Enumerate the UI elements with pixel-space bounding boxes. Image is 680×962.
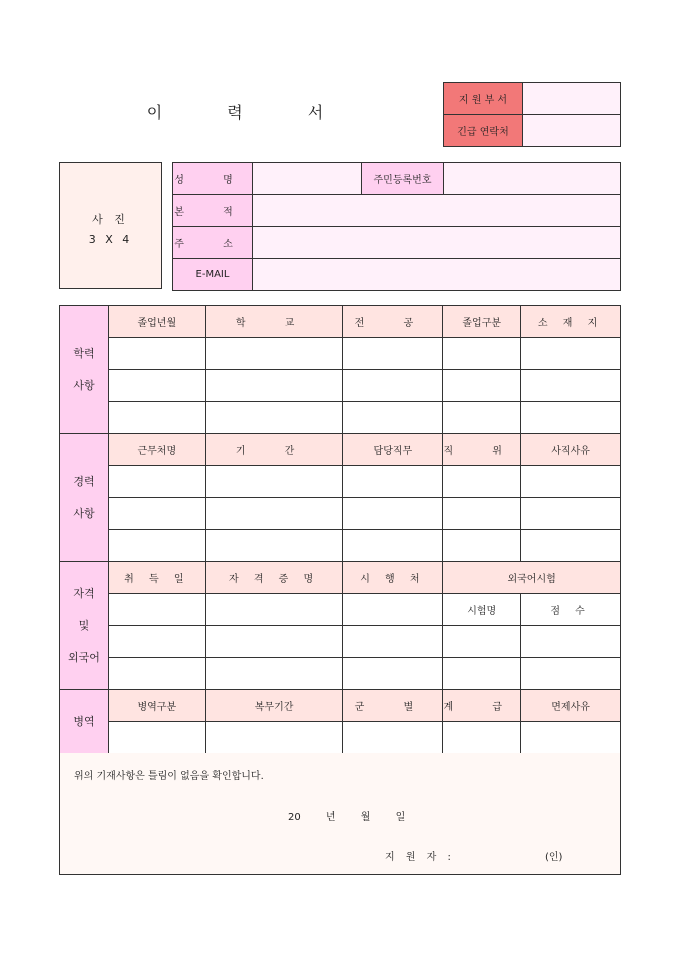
- career-header: 담당직무: [343, 434, 443, 466]
- contact-field[interactable]: [523, 115, 621, 147]
- license-header: 취 득 일: [108, 562, 205, 594]
- photo-label: 사 진: [92, 213, 129, 226]
- seal-mark: (인): [545, 852, 563, 863]
- career-cell[interactable]: [521, 466, 621, 498]
- career-cell[interactable]: [521, 530, 621, 562]
- license-section-label: 자격 및 외국어: [60, 562, 109, 690]
- education-cell[interactable]: [205, 370, 343, 402]
- career-cell[interactable]: [343, 466, 443, 498]
- military-cell[interactable]: [205, 722, 343, 754]
- email-field[interactable]: [253, 259, 621, 291]
- language-subheader: 점 수: [521, 594, 621, 626]
- license-cell[interactable]: [343, 658, 443, 690]
- confirmation-footer: [59, 753, 621, 875]
- rrn-field[interactable]: [444, 163, 621, 195]
- education-cell[interactable]: [205, 402, 343, 434]
- career-cell[interactable]: [343, 530, 443, 562]
- rrn-label: 주민등록번호: [362, 163, 444, 195]
- education-cell[interactable]: [343, 402, 443, 434]
- contact-label: 긴급 연락처: [444, 115, 523, 147]
- education-header: 전 공: [343, 306, 443, 338]
- confirmation-statement: 위의 기재사항은 틀림이 없음을 확인합니다.: [74, 771, 264, 782]
- military-header: 계 급: [443, 690, 521, 722]
- education-header: 졸업구분: [443, 306, 521, 338]
- license-header: 시 행 처: [343, 562, 443, 594]
- personal-info-table: [172, 162, 621, 291]
- photo-size: 3 X 4: [88, 233, 133, 246]
- education-cell[interactable]: [343, 370, 443, 402]
- language-subheader: 시험명: [443, 594, 521, 626]
- military-header: 면제사유: [521, 690, 621, 722]
- military-cell[interactable]: [443, 722, 521, 754]
- education-cell[interactable]: [443, 370, 521, 402]
- address-label: 주 소: [173, 227, 253, 259]
- military-header: 병역구분: [108, 690, 205, 722]
- education-cell[interactable]: [108, 338, 205, 370]
- license-header: 외국어시험: [443, 562, 621, 594]
- education-cell[interactable]: [521, 402, 621, 434]
- dept-field[interactable]: [523, 83, 621, 115]
- origin-field[interactable]: [253, 195, 621, 227]
- military-cell[interactable]: [108, 722, 205, 754]
- license-cell[interactable]: [108, 626, 205, 658]
- career-header: 기 간: [205, 434, 343, 466]
- military-header: 군 별: [343, 690, 443, 722]
- education-section-label: 학력 사항: [60, 306, 109, 434]
- career-cell[interactable]: [108, 498, 205, 530]
- career-header: 사직사유: [521, 434, 621, 466]
- education-cell[interactable]: [205, 338, 343, 370]
- applicant-label: 지 원 자 :: [385, 852, 455, 863]
- education-cell[interactable]: [108, 402, 205, 434]
- education-cell[interactable]: [343, 338, 443, 370]
- license-cell[interactable]: [521, 626, 621, 658]
- military-header: 복무기간: [205, 690, 343, 722]
- origin-label: 본 적: [173, 195, 253, 227]
- license-header: 자 격 증 명: [205, 562, 343, 594]
- career-header: 근무처명: [108, 434, 205, 466]
- career-cell[interactable]: [443, 530, 521, 562]
- photo-box[interactable]: [59, 162, 162, 289]
- license-cell[interactable]: [443, 658, 521, 690]
- career-cell[interactable]: [205, 466, 343, 498]
- education-cell[interactable]: [521, 370, 621, 402]
- license-cell[interactable]: [205, 658, 343, 690]
- document-title: 이 력 서: [146, 103, 354, 122]
- license-cell[interactable]: [205, 594, 343, 626]
- history-table: [59, 305, 621, 754]
- license-cell[interactable]: [108, 594, 205, 626]
- military-cell[interactable]: [343, 722, 443, 754]
- date-line[interactable]: 20 년 월 일: [288, 812, 406, 823]
- apply-info-table: [443, 82, 621, 147]
- name-label: 성 명: [173, 163, 253, 195]
- military-section-label: 병역: [60, 690, 109, 754]
- education-header: 졸업년월: [108, 306, 205, 338]
- education-header: 소 재 지: [521, 306, 621, 338]
- license-cell[interactable]: [108, 658, 205, 690]
- education-cell[interactable]: [108, 370, 205, 402]
- career-cell[interactable]: [205, 530, 343, 562]
- license-cell[interactable]: [343, 626, 443, 658]
- career-cell[interactable]: [343, 498, 443, 530]
- career-section-label: 경력 사항: [60, 434, 109, 562]
- license-cell[interactable]: [443, 626, 521, 658]
- dept-label: 지 원 부 서: [444, 83, 523, 115]
- education-cell[interactable]: [443, 402, 521, 434]
- career-header: 직 위: [443, 434, 521, 466]
- career-cell[interactable]: [108, 466, 205, 498]
- education-header: 학 교: [205, 306, 343, 338]
- education-cell[interactable]: [443, 338, 521, 370]
- address-field[interactable]: [253, 227, 621, 259]
- license-cell[interactable]: [521, 658, 621, 690]
- military-cell[interactable]: [521, 722, 621, 754]
- career-cell[interactable]: [108, 530, 205, 562]
- license-cell[interactable]: [205, 626, 343, 658]
- career-cell[interactable]: [521, 498, 621, 530]
- email-label: E-MAIL: [173, 259, 253, 291]
- career-cell[interactable]: [443, 466, 521, 498]
- career-cell[interactable]: [205, 498, 343, 530]
- education-cell[interactable]: [521, 338, 621, 370]
- career-cell[interactable]: [443, 498, 521, 530]
- name-field[interactable]: [253, 163, 362, 195]
- license-cell[interactable]: [343, 594, 443, 626]
